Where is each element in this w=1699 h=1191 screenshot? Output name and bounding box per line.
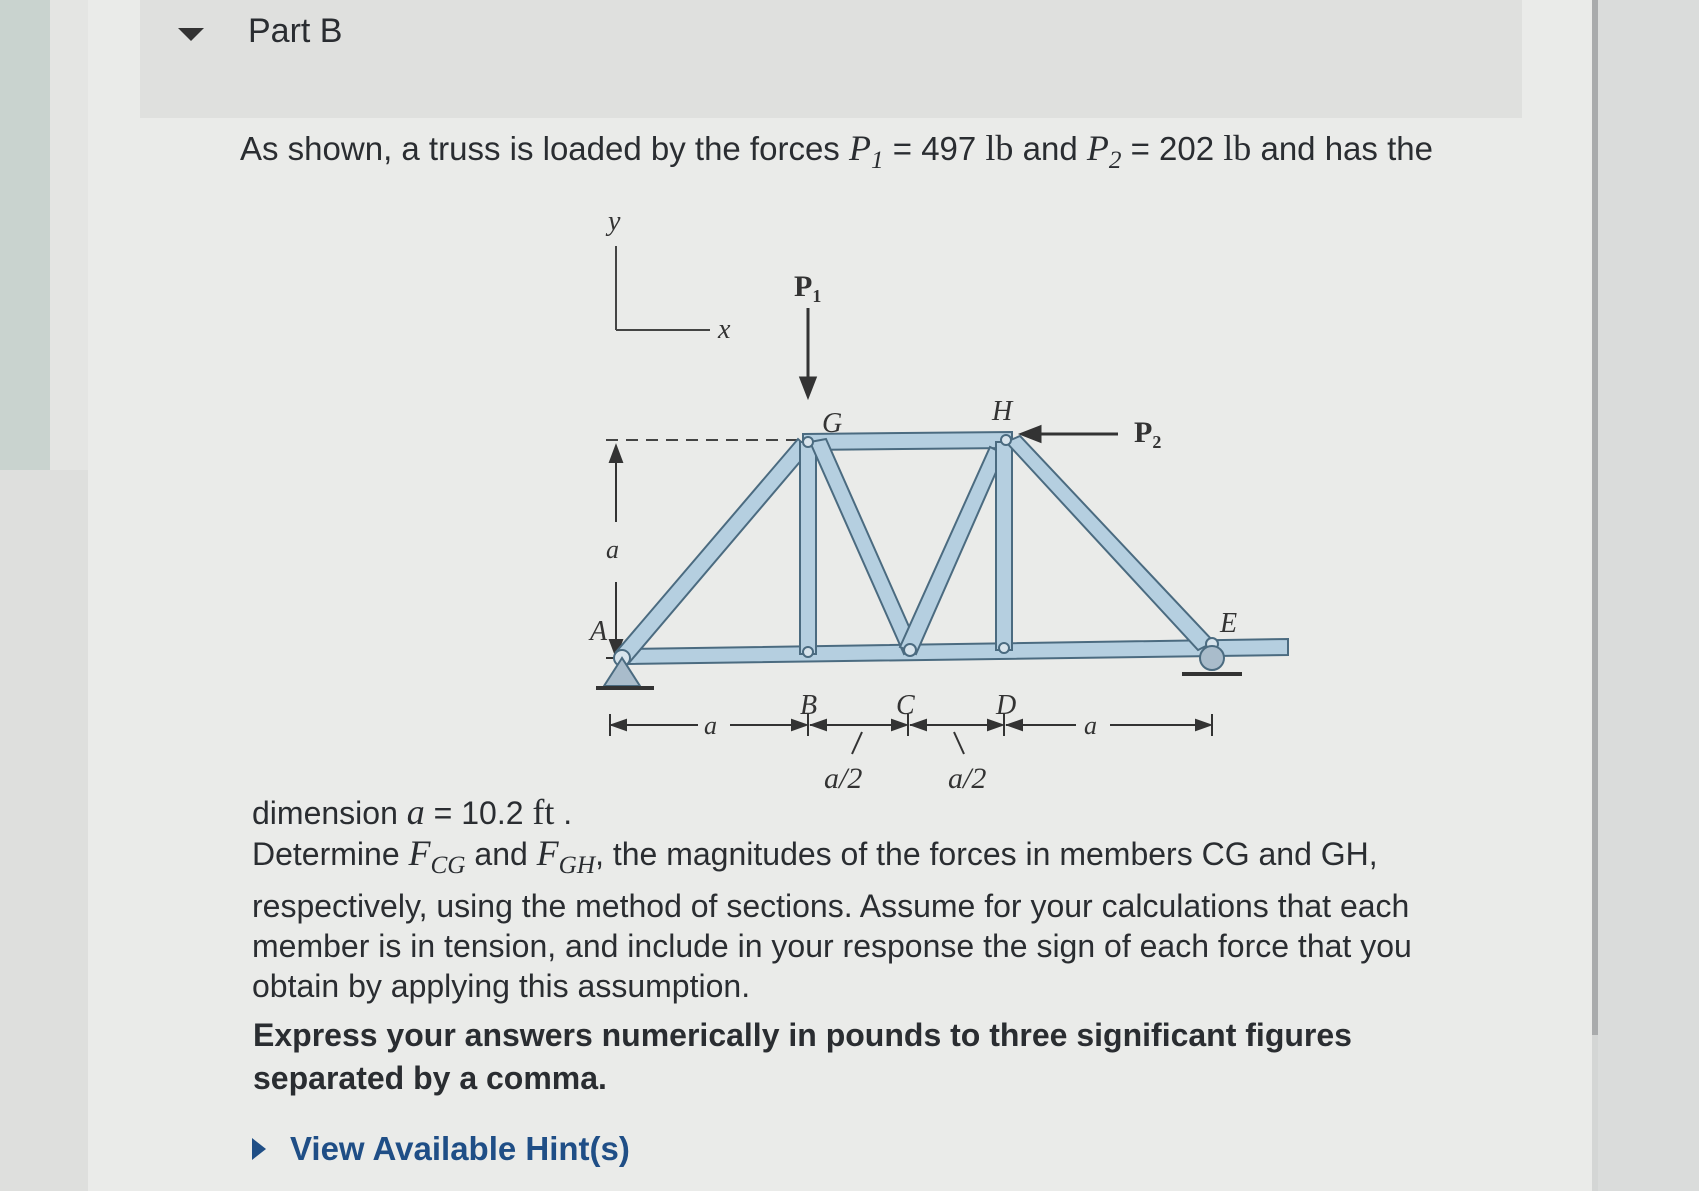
truss-members [616,432,1288,664]
vertical-dimension-label: a [606,535,619,564]
force-arrow-P1 [801,308,815,396]
member-AG [616,439,810,664]
joint-label-D: D [996,690,1017,721]
intro-post-text: and has the [1260,130,1433,167]
part-title: Part B [248,12,343,50]
pin-D [999,643,1009,653]
a-symbol: a [406,792,425,832]
p1-symbol: $P_1$ [848,128,884,175]
coordinate-axes [616,246,710,330]
dimension-line: dimension a = 10.2 ft . [252,792,573,832]
left-margin [0,470,88,1191]
question-body: , the magnitudes of the forces in members CG and GH, respectively, using the method of sections. Assume for your calculations that each member is in tension, and include in your response the sign of each force that you obtain by applying this assumption. [252,836,1412,1005]
f-gh-symbol: $F_{GH}$ [536,833,596,880]
dimension-label-half-1: a/2 [824,762,863,795]
p2-unit: lb [1223,128,1252,168]
part-header[interactable] [140,0,1522,118]
force-arrow-P2 [1022,427,1118,441]
left-navigation-strip [0,0,50,470]
joint-label-G: G [822,408,843,439]
joint-label-A: A [590,616,608,647]
dimension-label-left-a: a [704,711,717,740]
question-text [252,792,1502,1006]
axis-x-label: x [718,314,731,345]
pin-C [904,644,916,656]
a-unit: ft [532,792,555,832]
joint-label-B: B [800,690,818,721]
member-CH [900,447,1004,654]
force-P2-label: $P_2$ [1134,416,1162,452]
axis-y-label: y [608,206,621,237]
intro-text: As shown, a truss is loaded by the forces [240,130,840,167]
f-cg-symbol: $F_{CG}$ [408,833,466,880]
answer-instruction: Express your answers numerically in pounds to three significant figures separated by a comma. [253,1017,1352,1096]
dimension-label-right-a: a [1084,711,1097,740]
truss-figure [570,192,1370,804]
member-DH [996,442,1012,650]
member-GC [810,439,918,654]
problem-statement [240,128,1480,181]
pin-B [803,647,813,657]
joint-label-C: C [896,690,915,721]
p2-symbol: $P_2$ [1086,128,1122,175]
member-HE [1006,436,1214,650]
p1-value: = 497 [892,130,977,167]
collapse-triangle-icon[interactable] [178,28,204,41]
pin-G [803,437,813,447]
member-BG [800,442,816,654]
force-P1-label: $P_1$ [794,270,822,306]
expand-triangle-icon[interactable] [252,1138,266,1160]
p1-unit: lb [985,128,1014,168]
joint-label-H: H [992,396,1013,427]
pin-H [1001,435,1011,445]
view-hints-label[interactable]: View Available Hint(s) [290,1130,630,1167]
p2-value: = 202 [1130,130,1215,167]
dimension-label-half-2: a/2 [948,762,987,795]
right-panel [1598,0,1699,1191]
determine-paragraph: Determine $F_{CG}$ and $F_{GH}$, the magnitudes of the forces in members CG and GH, respectively, using the method of sections. Assume for your calculations that each member is in tension, and include in your response the sign of each force that you obtain by applying this assumption. [252,833,1412,1005]
view-hints-link[interactable] [252,1130,630,1168]
a-value: = 10.2 [433,795,524,831]
and-text: and [1022,130,1078,167]
joint-label-E: E [1220,608,1238,639]
member-AE [628,639,1288,664]
